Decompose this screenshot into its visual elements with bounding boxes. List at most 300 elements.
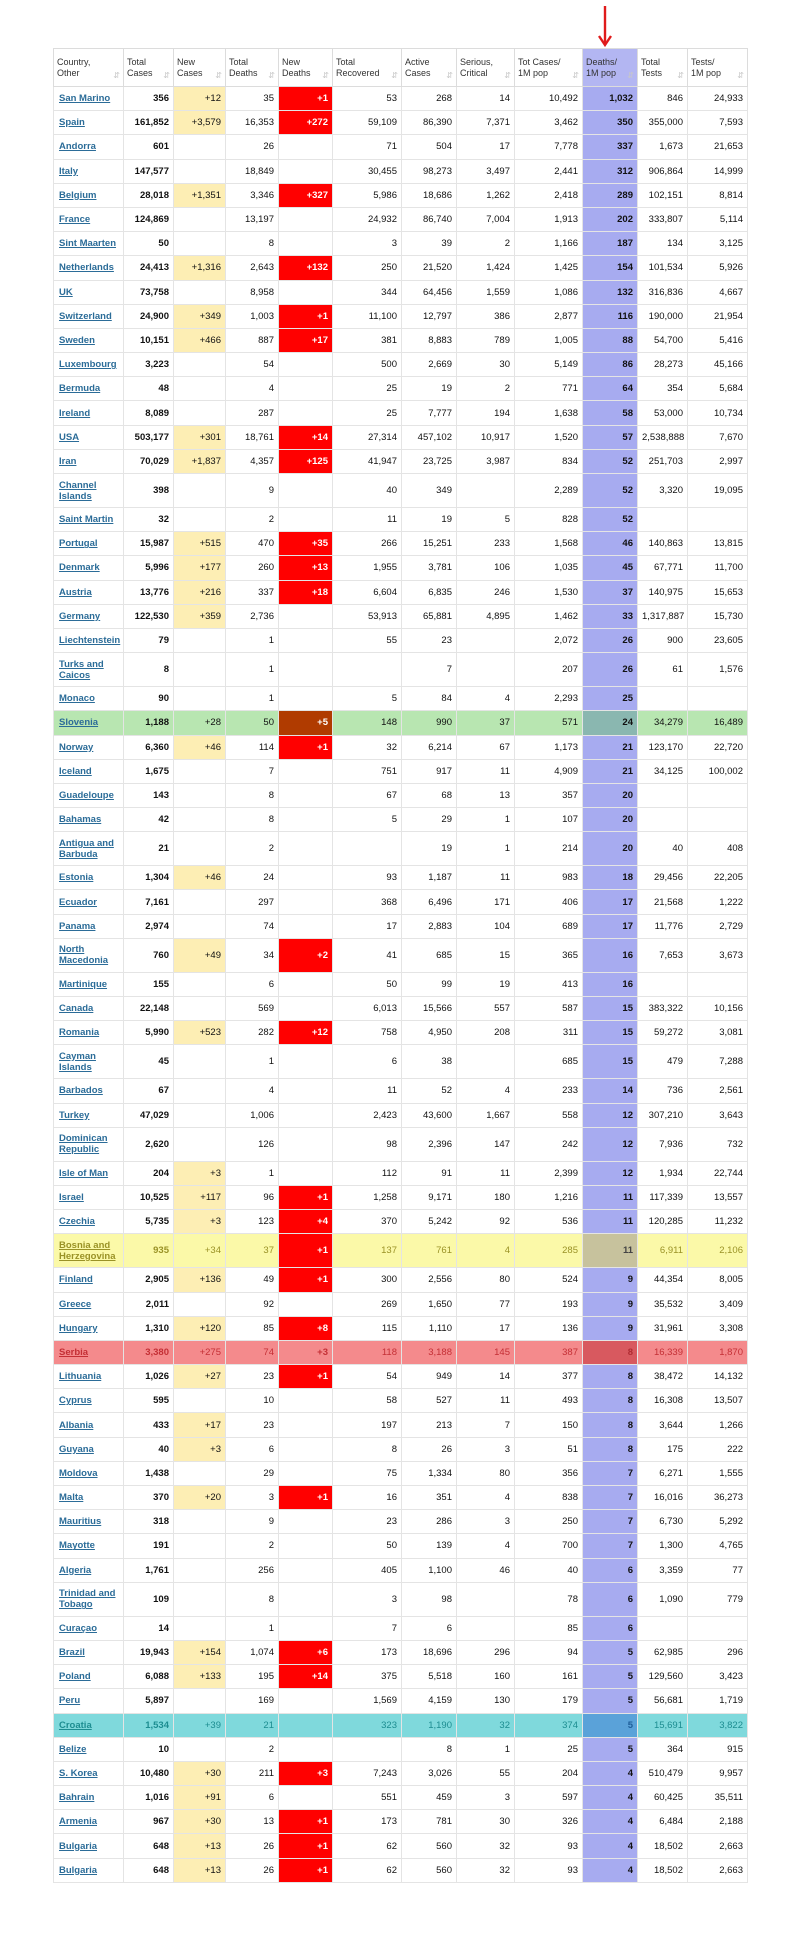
header-tests-per-million[interactable] <box>688 49 748 87</box>
new-deaths-cell <box>279 508 333 532</box>
country-link[interactable]: Malta <box>59 1492 84 1504</box>
tot-cases-per-million-cell: 94 <box>515 1640 583 1664</box>
active-cases-cell: 26 <box>402 1437 457 1461</box>
tests-per-million-cell: 22,720 <box>688 735 748 759</box>
header-label: Serious, Critical <box>460 56 494 78</box>
deaths-per-million-cell: 26 <box>583 628 638 652</box>
country-cell <box>54 207 124 231</box>
serious-critical-cell: 10,917 <box>457 425 515 449</box>
deaths-per-million-cell: 289 <box>583 183 638 207</box>
total-tests-cell: 3,359 <box>638 1558 688 1582</box>
country-cell <box>54 304 124 328</box>
active-cases-cell: 65,881 <box>402 604 457 628</box>
tests-per-million-cell: 36,273 <box>688 1486 748 1510</box>
serious-critical-cell: 106 <box>457 556 515 580</box>
header-total-deaths[interactable] <box>226 49 279 87</box>
tot-cases-per-million-cell: 2,441 <box>515 159 583 183</box>
total-recovered-cell: 27,314 <box>333 425 402 449</box>
tests-per-million-cell: 732 <box>688 1127 748 1161</box>
tests-per-million-cell: 779 <box>688 1582 748 1616</box>
total-recovered-cell: 250 <box>333 256 402 280</box>
new-cases-cell: +30 <box>174 1761 226 1785</box>
tests-per-million-cell <box>688 687 748 711</box>
total-tests-cell: 1,090 <box>638 1582 688 1616</box>
active-cases-cell: 351 <box>402 1486 457 1510</box>
country-link[interactable]: Guadeloupe <box>59 789 114 801</box>
country-cell <box>54 808 124 832</box>
new-deaths-cell: +17 <box>279 328 333 352</box>
country-cell <box>54 1413 124 1437</box>
active-cases-cell: 990 <box>402 711 457 735</box>
new-deaths-cell <box>279 783 333 807</box>
serious-critical-cell: 80 <box>457 1268 515 1292</box>
total-tests-cell: 1,673 <box>638 135 688 159</box>
total-cases-cell: 24,413 <box>124 256 174 280</box>
deaths-per-million-cell: 86 <box>583 353 638 377</box>
country-link[interactable]: Bulgaria <box>59 1864 98 1876</box>
country-link[interactable]: Croatia <box>59 1719 92 1731</box>
header-tot-cases-per-million[interactable] <box>515 49 583 87</box>
country-link[interactable]: Martinique <box>59 978 108 990</box>
header-row <box>54 49 748 87</box>
deaths-per-million-cell: 5 <box>583 1640 638 1664</box>
total-tests-cell: 383,322 <box>638 997 688 1021</box>
total-deaths-cell: 4,357 <box>226 449 279 473</box>
deaths-per-million-cell: 8 <box>583 1389 638 1413</box>
country-link[interactable]: Andorra <box>59 141 96 153</box>
country-cell <box>54 1616 124 1640</box>
country-cell <box>54 425 124 449</box>
table-row <box>54 997 748 1021</box>
total-recovered-cell: 6,604 <box>333 580 402 604</box>
tests-per-million-cell: 3,409 <box>688 1292 748 1316</box>
total-deaths-cell: 1 <box>226 1161 279 1185</box>
new-cases-cell: +12 <box>174 87 226 111</box>
total-recovered-cell: 11,100 <box>333 304 402 328</box>
country-link[interactable]: Canada <box>59 1003 94 1015</box>
header-serious-critical[interactable] <box>457 49 515 87</box>
country-link[interactable]: Luxembourg <box>59 359 117 371</box>
tests-per-million-cell: 16,489 <box>688 711 748 735</box>
tot-cases-per-million-cell: 771 <box>515 377 583 401</box>
total-tests-cell: 906,864 <box>638 159 688 183</box>
new-cases-cell <box>174 207 226 231</box>
country-link[interactable]: Bahamas <box>59 814 102 826</box>
serious-critical-cell: 3 <box>457 1437 515 1461</box>
table-row <box>54 1616 748 1640</box>
country-link[interactable]: Czechia <box>59 1216 95 1228</box>
deaths-per-million-cell: 6 <box>583 1616 638 1640</box>
country-link[interactable]: Armenia <box>59 1816 98 1828</box>
total-recovered-cell: 112 <box>333 1161 402 1185</box>
country-link[interactable]: Portugal <box>59 538 98 550</box>
total-deaths-cell: 8 <box>226 808 279 832</box>
country-link[interactable]: Finland <box>59 1274 93 1286</box>
country-link[interactable]: Turks and Caicos <box>59 658 104 681</box>
country-link[interactable]: Netherlands <box>59 262 114 274</box>
header-total-tests[interactable] <box>638 49 688 87</box>
serious-critical-cell: 1,559 <box>457 280 515 304</box>
tot-cases-per-million-cell: 406 <box>515 890 583 914</box>
total-deaths-cell: 34 <box>226 938 279 972</box>
total-tests-cell: 101,534 <box>638 256 688 280</box>
total-tests-cell: 2,538,888 <box>638 425 688 449</box>
country-link[interactable]: Estonia <box>59 872 94 884</box>
country-link[interactable]: Austria <box>59 586 92 598</box>
table-row <box>54 111 748 135</box>
total-cases-cell: 24,900 <box>124 304 174 328</box>
total-tests-cell: 355,000 <box>638 111 688 135</box>
country-link[interactable]: North Macedonia <box>59 944 109 967</box>
new-deaths-cell: +132 <box>279 256 333 280</box>
sort-arrows-icon: ⇵ <box>737 71 744 80</box>
total-tests-cell: 3,320 <box>638 474 688 508</box>
country-link[interactable]: Barbados <box>59 1085 103 1097</box>
country-link[interactable]: Turkey <box>59 1109 90 1121</box>
country-link[interactable]: Guyana <box>59 1443 94 1455</box>
country-link[interactable]: Romania <box>59 1027 100 1039</box>
deaths-per-million-cell: 52 <box>583 474 638 508</box>
country-link[interactable]: Peru <box>59 1695 81 1707</box>
total-deaths-cell: 23 <box>226 1413 279 1437</box>
deaths-per-million-cell: 132 <box>583 280 638 304</box>
country-link[interactable]: Liechtenstein <box>59 635 121 647</box>
total-cases-cell: 433 <box>124 1413 174 1437</box>
country-link[interactable]: Norway <box>59 741 94 753</box>
deaths-per-million-cell: 21 <box>583 759 638 783</box>
header-country[interactable] <box>54 49 124 87</box>
tot-cases-per-million-cell: 689 <box>515 914 583 938</box>
new-deaths-cell <box>279 135 333 159</box>
total-recovered-cell <box>333 653 402 687</box>
new-cases-cell <box>174 1461 226 1485</box>
active-cases-cell: 2,396 <box>402 1127 457 1161</box>
country-link[interactable]: Cayman Islands <box>59 1050 96 1073</box>
country-link[interactable]: Monaco <box>59 693 95 705</box>
active-cases-cell: 3,188 <box>402 1340 457 1364</box>
total-tests-cell: 15,691 <box>638 1713 688 1737</box>
total-tests-cell: 1,934 <box>638 1161 688 1185</box>
total-recovered-cell: 2,423 <box>333 1103 402 1127</box>
total-cases-cell: 42 <box>124 808 174 832</box>
deaths-per-million-cell: 8 <box>583 1365 638 1389</box>
total-recovered-cell: 5 <box>333 687 402 711</box>
country-cell <box>54 1713 124 1737</box>
country-link[interactable]: Bosnia and Herzegovina <box>59 1239 116 1262</box>
country-cell <box>54 1786 124 1810</box>
total-cases-cell: 79 <box>124 628 174 652</box>
total-tests-cell: 140,975 <box>638 580 688 604</box>
sort-arrows-icon: ⇵ <box>572 71 579 80</box>
serious-critical-cell: 32 <box>457 1834 515 1858</box>
total-cases-cell: 648 <box>124 1834 174 1858</box>
serious-critical-cell: 171 <box>457 890 515 914</box>
header-total-cases[interactable] <box>124 49 174 87</box>
tot-cases-per-million-cell: 214 <box>515 832 583 866</box>
country-link[interactable]: Cyprus <box>59 1395 92 1407</box>
country-cell <box>54 1582 124 1616</box>
total-deaths-cell: 74 <box>226 914 279 938</box>
deaths-per-million-cell: 8 <box>583 1437 638 1461</box>
total-cases-cell: 1,534 <box>124 1713 174 1737</box>
header-label: Total Cases <box>127 56 153 78</box>
total-deaths-cell: 2 <box>226 508 279 532</box>
new-deaths-cell: +1 <box>279 1810 333 1834</box>
total-tests-cell: 175 <box>638 1437 688 1461</box>
country-link[interactable]: Serbia <box>59 1346 89 1358</box>
active-cases-cell: 4,159 <box>402 1689 457 1713</box>
total-cases-cell: 147,577 <box>124 159 174 183</box>
country-link[interactable]: Belgium <box>59 189 97 201</box>
total-deaths-cell: 92 <box>226 1292 279 1316</box>
country-link[interactable]: Channel Islands <box>59 479 97 502</box>
country-link[interactable]: UK <box>59 286 73 298</box>
country-link[interactable]: Israel <box>59 1192 84 1204</box>
country-cell <box>54 256 124 280</box>
total-recovered-cell: 8 <box>333 1437 402 1461</box>
tests-per-million-cell: 15,730 <box>688 604 748 628</box>
country-link[interactable]: Bulgaria <box>59 1840 98 1852</box>
total-cases-cell: 67 <box>124 1079 174 1103</box>
tot-cases-per-million-cell: 326 <box>515 1810 583 1834</box>
total-cases-cell: 13,776 <box>124 580 174 604</box>
deaths-per-million-cell: 154 <box>583 256 638 280</box>
total-cases-cell: 6,360 <box>124 735 174 759</box>
new-cases-cell <box>174 1103 226 1127</box>
country-cell <box>54 972 124 996</box>
total-deaths-cell: 1 <box>226 1616 279 1640</box>
total-tests-cell: 6,484 <box>638 1810 688 1834</box>
serious-critical-cell: 15 <box>457 938 515 972</box>
total-tests-cell: 34,279 <box>638 711 688 735</box>
new-deaths-cell: +1 <box>279 1365 333 1389</box>
country-link[interactable]: Denmark <box>59 562 100 574</box>
total-recovered-cell: 54 <box>333 1365 402 1389</box>
tests-per-million-cell: 3,643 <box>688 1103 748 1127</box>
total-cases-cell: 48 <box>124 377 174 401</box>
total-tests-cell: 1,317,887 <box>638 604 688 628</box>
country-link[interactable]: S. Korea <box>59 1767 98 1779</box>
total-deaths-cell: 50 <box>226 711 279 735</box>
total-recovered-cell: 7,243 <box>333 1761 402 1785</box>
country-link[interactable]: Greece <box>59 1298 92 1310</box>
total-recovered-cell: 5,986 <box>333 183 402 207</box>
total-cases-cell: 50 <box>124 232 174 256</box>
total-deaths-cell: 2 <box>226 1534 279 1558</box>
new-cases-cell <box>174 759 226 783</box>
country-link[interactable]: Moldova <box>59 1467 98 1479</box>
country-link[interactable]: Italy <box>59 165 79 177</box>
country-link[interactable]: Iran <box>59 455 77 467</box>
new-cases-cell <box>174 914 226 938</box>
tot-cases-per-million-cell: 51 <box>515 1437 583 1461</box>
total-deaths-cell: 18,849 <box>226 159 279 183</box>
new-deaths-cell: +14 <box>279 425 333 449</box>
tot-cases-per-million-cell: 1,520 <box>515 425 583 449</box>
country-link[interactable]: Ireland <box>59 407 91 419</box>
tests-per-million-cell: 5,684 <box>688 377 748 401</box>
total-cases-cell: 90 <box>124 687 174 711</box>
tests-per-million-cell <box>688 808 748 832</box>
table-row <box>54 1713 748 1737</box>
header-active-cases[interactable] <box>402 49 457 87</box>
total-deaths-cell: 4 <box>226 377 279 401</box>
country-link[interactable]: Saint Martin <box>59 514 114 526</box>
table-row <box>54 159 748 183</box>
total-deaths-cell: 24 <box>226 866 279 890</box>
new-deaths-cell: +1 <box>279 1486 333 1510</box>
new-deaths-cell <box>279 1161 333 1185</box>
new-cases-cell: +154 <box>174 1640 226 1664</box>
total-deaths-cell: 256 <box>226 1558 279 1582</box>
tests-per-million-cell: 11,232 <box>688 1210 748 1234</box>
new-deaths-cell <box>279 653 333 687</box>
tests-per-million-cell: 4,667 <box>688 280 748 304</box>
serious-critical-cell: 2 <box>457 377 515 401</box>
country-link[interactable]: Bermuda <box>59 383 101 395</box>
country-cell <box>54 628 124 652</box>
country-link[interactable]: Brazil <box>59 1647 85 1659</box>
new-cases-cell <box>174 1127 226 1161</box>
total-deaths-cell: 3 <box>226 1486 279 1510</box>
total-tests-cell: 35,532 <box>638 1292 688 1316</box>
table-row <box>54 1292 748 1316</box>
table-row <box>54 1689 748 1713</box>
serious-critical-cell: 208 <box>457 1021 515 1045</box>
country-link[interactable]: Panama <box>59 920 96 932</box>
active-cases-cell: 15,251 <box>402 532 457 556</box>
country-link[interactable]: Belize <box>59 1743 87 1755</box>
country-link[interactable]: Isle of Man <box>59 1167 109 1179</box>
deaths-per-million-cell: 11 <box>583 1234 638 1268</box>
tot-cases-per-million-cell: 700 <box>515 1534 583 1558</box>
tot-cases-per-million-cell: 2,418 <box>515 183 583 207</box>
country-link[interactable]: Bahrain <box>59 1792 95 1804</box>
total-deaths-cell: 211 <box>226 1761 279 1785</box>
tot-cases-per-million-cell: 834 <box>515 449 583 473</box>
country-link[interactable]: Lithuania <box>59 1371 102 1383</box>
deaths-per-million-cell: 52 <box>583 449 638 473</box>
total-recovered-cell: 266 <box>333 532 402 556</box>
total-recovered-cell: 173 <box>333 1810 402 1834</box>
active-cases-cell: 2,669 <box>402 353 457 377</box>
country-link[interactable]: Switzerland <box>59 310 112 322</box>
header-deaths-per-million[interactable] <box>583 49 638 87</box>
serious-critical-cell <box>457 1616 515 1640</box>
total-tests-cell: 56,681 <box>638 1689 688 1713</box>
country-link[interactable]: Spain <box>59 117 85 129</box>
new-deaths-cell <box>279 1103 333 1127</box>
new-deaths-cell <box>279 1582 333 1616</box>
country-link[interactable]: Algeria <box>59 1564 92 1576</box>
table-row <box>54 1365 748 1389</box>
total-tests-cell: 16,016 <box>638 1486 688 1510</box>
deaths-per-million-cell: 12 <box>583 1127 638 1161</box>
header-new-deaths[interactable] <box>279 49 333 87</box>
total-cases-cell: 28,018 <box>124 183 174 207</box>
deaths-per-million-cell: 312 <box>583 159 638 183</box>
country-link[interactable]: Sint Maarten <box>59 238 117 250</box>
new-deaths-cell: +1 <box>279 1834 333 1858</box>
total-recovered-cell: 17 <box>333 914 402 938</box>
tot-cases-per-million-cell: 242 <box>515 1127 583 1161</box>
country-link[interactable]: Albania <box>59 1419 94 1431</box>
country-link[interactable]: Trinidad and Tobago <box>59 1588 116 1611</box>
serious-critical-cell: 17 <box>457 135 515 159</box>
tests-per-million-cell: 2,561 <box>688 1079 748 1103</box>
country-link[interactable]: San Marino <box>59 93 111 105</box>
new-cases-cell: +3 <box>174 1437 226 1461</box>
total-tests-cell <box>638 783 688 807</box>
serious-critical-cell: 557 <box>457 997 515 1021</box>
country-cell <box>54 1365 124 1389</box>
country-link[interactable]: USA <box>59 431 80 443</box>
deaths-per-million-cell: 9 <box>583 1268 638 1292</box>
total-cases-cell: 595 <box>124 1389 174 1413</box>
country-link[interactable]: Dominican Republic <box>59 1133 108 1156</box>
total-deaths-cell: 26 <box>226 1858 279 1882</box>
tot-cases-per-million-cell: 1,638 <box>515 401 583 425</box>
total-recovered-cell: 59,109 <box>333 111 402 135</box>
country-link[interactable]: Ecuador <box>59 896 98 908</box>
country-link[interactable]: Poland <box>59 1671 91 1683</box>
total-recovered-cell: 300 <box>333 1268 402 1292</box>
country-link[interactable]: France <box>59 214 91 226</box>
country-cell <box>54 866 124 890</box>
country-link[interactable]: Mayotte <box>59 1540 95 1552</box>
total-tests-cell: 67,771 <box>638 556 688 580</box>
total-cases-cell: 5,996 <box>124 556 174 580</box>
header-total-recovered[interactable] <box>333 49 402 87</box>
tests-per-million-cell: 3,081 <box>688 1021 748 1045</box>
total-tests-cell: 510,479 <box>638 1761 688 1785</box>
tests-per-million-cell: 11,700 <box>688 556 748 580</box>
deaths-per-million-cell: 337 <box>583 135 638 159</box>
serious-critical-cell: 77 <box>457 1292 515 1316</box>
country-cell <box>54 87 124 111</box>
total-cases-cell: 1,438 <box>124 1461 174 1485</box>
total-tests-cell: 59,272 <box>638 1021 688 1045</box>
tests-per-million-cell: 10,156 <box>688 997 748 1021</box>
tot-cases-per-million-cell: 1,425 <box>515 256 583 280</box>
country-link[interactable]: Mauritius <box>59 1516 102 1528</box>
new-cases-cell: +13 <box>174 1858 226 1882</box>
header-new-cases[interactable] <box>174 49 226 87</box>
tot-cases-per-million-cell: 1,913 <box>515 207 583 231</box>
active-cases-cell: 560 <box>402 1834 457 1858</box>
tests-per-million-cell: 8,814 <box>688 183 748 207</box>
country-link[interactable]: Germany <box>59 610 101 622</box>
total-tests-cell: 333,807 <box>638 207 688 231</box>
country-link[interactable]: Slovenia <box>59 717 99 729</box>
serious-critical-cell: 789 <box>457 328 515 352</box>
country-link[interactable]: Curaçao <box>59 1622 98 1634</box>
active-cases-cell: 6,835 <box>402 580 457 604</box>
new-deaths-cell <box>279 474 333 508</box>
new-deaths-cell <box>279 1437 333 1461</box>
country-link[interactable]: Hungary <box>59 1322 98 1334</box>
serious-critical-cell: 4 <box>457 1486 515 1510</box>
country-link[interactable]: Sweden <box>59 334 95 346</box>
active-cases-cell: 213 <box>402 1413 457 1437</box>
country-link[interactable]: Iceland <box>59 765 92 777</box>
new-cases-cell: +13 <box>174 1834 226 1858</box>
total-recovered-cell: 25 <box>333 401 402 425</box>
total-cases-cell: 2,620 <box>124 1127 174 1161</box>
country-link[interactable]: Antigua and Barbuda <box>59 837 114 860</box>
table-row <box>54 1665 748 1689</box>
total-deaths-cell: 8,958 <box>226 280 279 304</box>
